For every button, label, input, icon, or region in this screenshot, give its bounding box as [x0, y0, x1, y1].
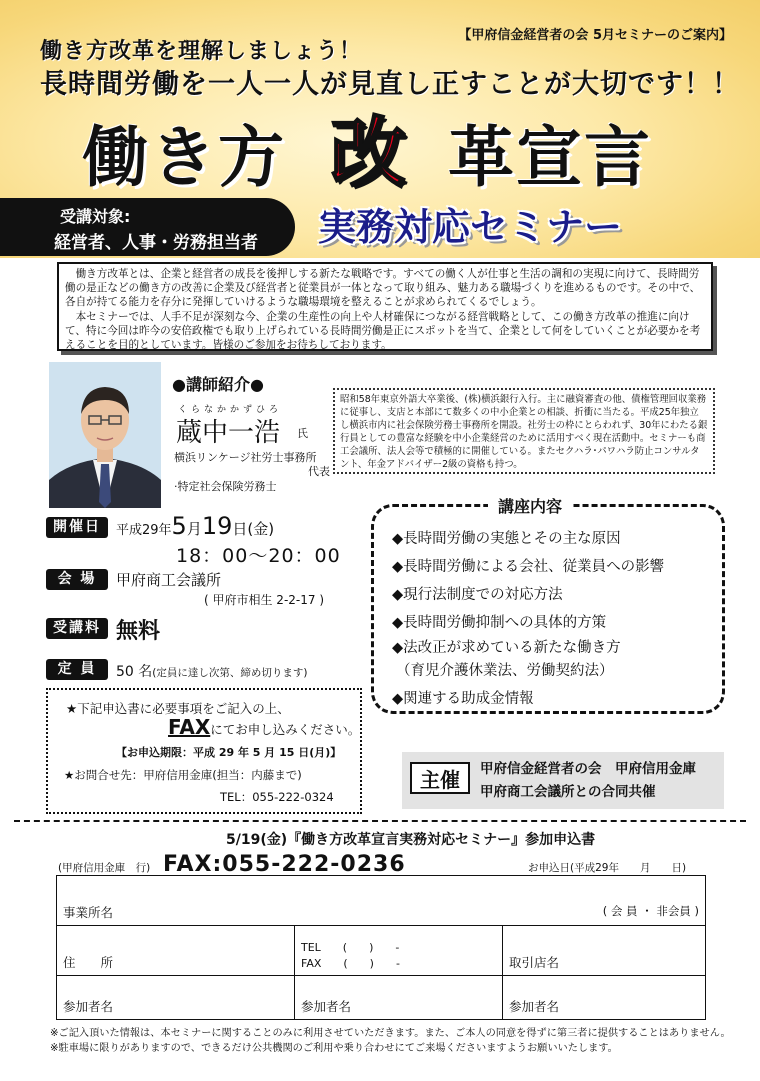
form-date: お申込日(平成29年 月 日): [528, 862, 687, 874]
date-label: 開催日時: [46, 517, 108, 538]
lecturer-profile: 昭和58年東京外語大卒業後、(株)横浜銀行入行。主に融資審査の他、債権管理回収業務に従事し、支店と本部にて数多くの中小企業との相談、折衝に当たる。平成25年独立し横浜市内に社会保険労務士事務所を開設。社労士の枠にとらわれず、30年にわたる銀行員としての豊富な経験を中小企業経営のために活用すべく現在活動中。セミナーも商工会議所、法人会等で積極的に開催している。またセクハラ･パワハラ防止コンサルタント、年金アドバイザー2級の資格も持つ。: [333, 388, 715, 474]
subtitle: 実務対応セミナー: [318, 205, 623, 249]
lecturer-affiliation: 横浜リンケージ社労士事務所: [174, 451, 317, 464]
capacity: [116, 661, 307, 681]
branch-label: 取引店名: [509, 955, 560, 970]
apply-contact: ★お問合せ先：甲府信用金庫(担当：内藤まで): [64, 768, 302, 782]
participant-label: 参加者名: [509, 999, 560, 1014]
main-title-part1: 働き方: [82, 119, 286, 196]
lecturer-name: 蔵中一浩: [176, 418, 281, 448]
apply-phone: TEL：055-222-0324: [220, 790, 334, 804]
date-month: 5: [171, 512, 187, 540]
date-day-unit: 日: [232, 520, 248, 538]
venue-name: 甲府商工会議所: [116, 571, 222, 589]
lead-line-2: 長時間労働を一人一人が見直し正すことが大切です！！: [40, 69, 740, 100]
event-time: 18：00～20：00: [176, 545, 341, 567]
course-item: ◆長時間労働抑制への具体的方策: [392, 615, 607, 631]
person-portrait-icon: [49, 362, 161, 508]
member-status-option[interactable]: ( 会 員 ・ 非会員 ): [602, 904, 699, 918]
capacity-note: (定員に達し次第、締め切ります): [152, 667, 308, 679]
apply-fax-line: [168, 715, 360, 739]
participant-label: 参加者名: [301, 999, 352, 1014]
lecturer-name-reading: くらなかかずひろ: [178, 405, 283, 415]
cut-line: [14, 820, 746, 822]
address-label: 住 所: [63, 955, 114, 970]
main-title-part2: 革宣言: [448, 119, 652, 196]
lecturer-qualification: ·特定社会保険労務士: [174, 480, 277, 493]
course-title: 講座内容: [488, 494, 572, 517]
participant-label: 参加者名: [63, 999, 114, 1014]
contact-field[interactable]: [295, 926, 503, 976]
fee-value: 無料: [116, 619, 161, 644]
form-fax-number: FAX:055-222-0236: [163, 852, 406, 877]
apply-instruction: ★下記申込書に必要事項をご記入の上、: [66, 701, 290, 716]
host-label: 主催: [410, 762, 470, 794]
lecturer-honorific: 氏: [297, 427, 308, 440]
target-audience: 経営者、人事・労務担当者: [54, 233, 258, 253]
course-item: ◆関連する助成金情報: [392, 691, 534, 707]
form-recipient: (甲府信用金庫 行): [58, 862, 151, 874]
capacity-label: 定 員: [46, 659, 108, 680]
note-parking: ※駐車場に限りがありますので、できるだけ公共機関のご利用や乗り合わせにてご来場くださいますようお願いいたします。: [50, 1043, 618, 1054]
form-title: 5/19(金)『働き方改革宣言実務対応セミナー』参加申込書: [226, 832, 596, 848]
fee-label: 受講料: [46, 618, 108, 639]
host-line-2: 甲府商工会議所との合同共催: [480, 784, 656, 800]
venue-address: ( 甲府市相生 2-2-17 ): [204, 593, 325, 607]
course-item: ◆現行法制度での対応方法: [392, 587, 563, 603]
company-label: 事業所名: [63, 905, 114, 920]
target-audience-box: [0, 198, 295, 256]
lead-line-1: 働き方改革を理解しましょう！: [40, 39, 363, 64]
target-label: 受講対象:: [60, 207, 131, 226]
organizer-tag: 【甲府信金経営者の会 5月セミナーのご案内】: [458, 28, 732, 43]
course-item-sub: （育児介護休業法、労働契約法）: [396, 663, 614, 679]
lecturer-header: ●講師紹介●: [172, 375, 264, 394]
venue-label: 会 場: [46, 569, 108, 590]
intro-paragraph-2: 本セミナーでは、人手不足が深刻な今、企業の生産性の向上や人材確保につながる経営戦略として、この働き方改革の推進に向けて、特に今回は昨今の安倍政権でも取り上げられている長時間労働是正にスポットを当て、企業として何をしていくことが必要かを考えることを目的としています。皆様のご参加をお待ちしております。: [65, 310, 701, 352]
apply-deadline: 【お申込期限：平成 29 年 5 月 15 日(月)】: [116, 746, 342, 759]
participant-field-1[interactable]: [57, 976, 295, 1020]
application-form-table: [56, 875, 706, 1020]
event-date: [116, 512, 274, 540]
fax-field-label: FAX ( ) -: [301, 957, 400, 970]
lecturer-position: 代表: [308, 465, 330, 478]
intro-box: [57, 262, 713, 351]
date-era: 平成29年: [116, 523, 172, 538]
intro-paragraph-1: 働き方改革とは、企業と経営者の成長を後押しする新たな戦略です。すべての働く人が仕事と生活の調和の実現に向けて、長時間労働の是正などの働き方の改善に企業及び経営者と従業員が一体となって取り組み、魅力ある職場づくりを進めるものです。その中で、各自が持てる能力を存分に発揮していけるような職場環境を整えることが求められてくるでしょう。: [65, 268, 701, 309]
participant-field-2[interactable]: [295, 976, 503, 1020]
capacity-value: 50 名: [116, 664, 153, 680]
company-field[interactable]: [57, 876, 706, 926]
tel-field-label: TEL ( ) -: [301, 941, 400, 954]
course-item: ◆法改正が求めている新たな働き方: [392, 640, 621, 656]
course-item: ◆長時間労働による会社、従業員への影響: [392, 559, 665, 575]
note-privacy: ※ご記入頂いた情報は、本セミナーに関することのみに利用させていただきます。また、ご本人の同意を得ずに第三者に提供することはありません。: [50, 1028, 731, 1039]
date-weekday: (金): [247, 520, 275, 538]
lecturer-photo: [49, 362, 161, 508]
participant-field-3[interactable]: [503, 976, 706, 1020]
address-field[interactable]: [57, 926, 295, 976]
branch-field[interactable]: [503, 926, 706, 976]
date-day: 19: [201, 512, 233, 540]
apply-fax-word: FAX: [168, 715, 211, 739]
course-item: ◆長時間労働の実態とその主な原因: [392, 531, 621, 547]
host-line-1: 甲府信金経営者の会 甲府信用金庫: [480, 761, 696, 777]
date-month-unit: 月: [186, 520, 202, 538]
apply-fax-text: にてお申し込みください。: [210, 722, 361, 737]
main-title-highlight: 改: [330, 108, 406, 197]
